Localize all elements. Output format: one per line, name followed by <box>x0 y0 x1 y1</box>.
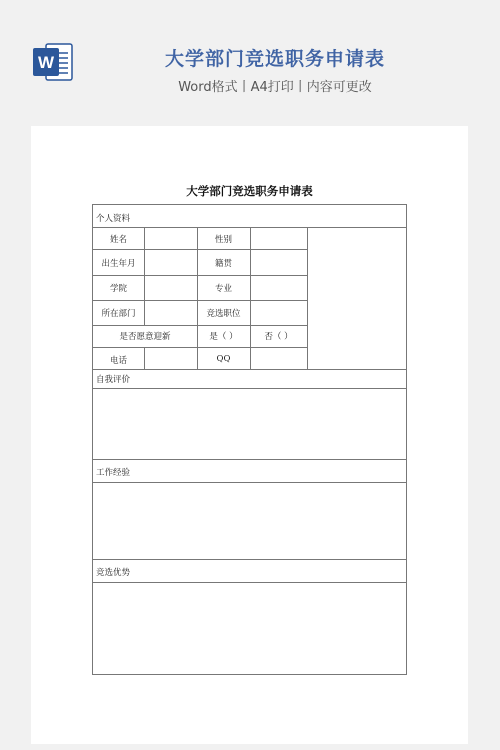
row-divider <box>93 582 406 583</box>
row-divider <box>93 482 406 483</box>
label-department: 所在部门 <box>101 309 136 319</box>
label-college: 学院 <box>109 284 127 294</box>
row-divider <box>93 275 307 276</box>
page-header <box>0 0 500 120</box>
column-divider <box>307 227 308 369</box>
row-divider <box>93 388 406 389</box>
document-page <box>31 126 468 744</box>
column-divider <box>144 347 145 369</box>
label-qq: QQ <box>216 354 231 364</box>
row-divider <box>93 347 307 348</box>
column-divider <box>197 227 198 369</box>
column-divider <box>250 227 251 369</box>
label-gender: 性别 <box>214 235 232 245</box>
label-welcome-freshmen: 是否愿意迎新 <box>119 332 171 342</box>
section-personal-info: 个人资料 <box>96 214 131 224</box>
section-advantages: 竞选优势 <box>96 568 131 578</box>
label-name: 姓名 <box>109 235 127 245</box>
row-divider <box>93 325 307 326</box>
word-icon-letter: W <box>37 53 55 72</box>
form-title: 大学部门竞选职务申请表 <box>186 184 313 198</box>
application-form-table <box>92 204 407 675</box>
label-phone: 电话 <box>109 356 127 366</box>
section-work-experience: 工作经验 <box>96 468 131 478</box>
word-document-icon <box>32 42 74 82</box>
row-divider <box>93 300 307 301</box>
row-divider <box>93 369 406 370</box>
option-no: 否（ ） <box>264 332 293 342</box>
section-self-evaluation: 自我评价 <box>96 375 131 385</box>
label-birth-date: 出生年月 <box>101 259 136 269</box>
label-major: 专业 <box>214 284 232 294</box>
option-yes: 是（ ） <box>209 332 238 342</box>
page-title: 大学部门竞选职务申请表 <box>164 48 385 70</box>
page-subtitle: Word格式丨A4打印丨内容可更改 <box>178 80 372 95</box>
row-divider <box>93 249 307 250</box>
column-divider <box>144 227 145 325</box>
label-position: 竞选职位 <box>206 309 241 319</box>
label-native-place: 籍贯 <box>214 259 232 269</box>
row-divider <box>93 559 406 560</box>
row-divider <box>93 459 406 460</box>
